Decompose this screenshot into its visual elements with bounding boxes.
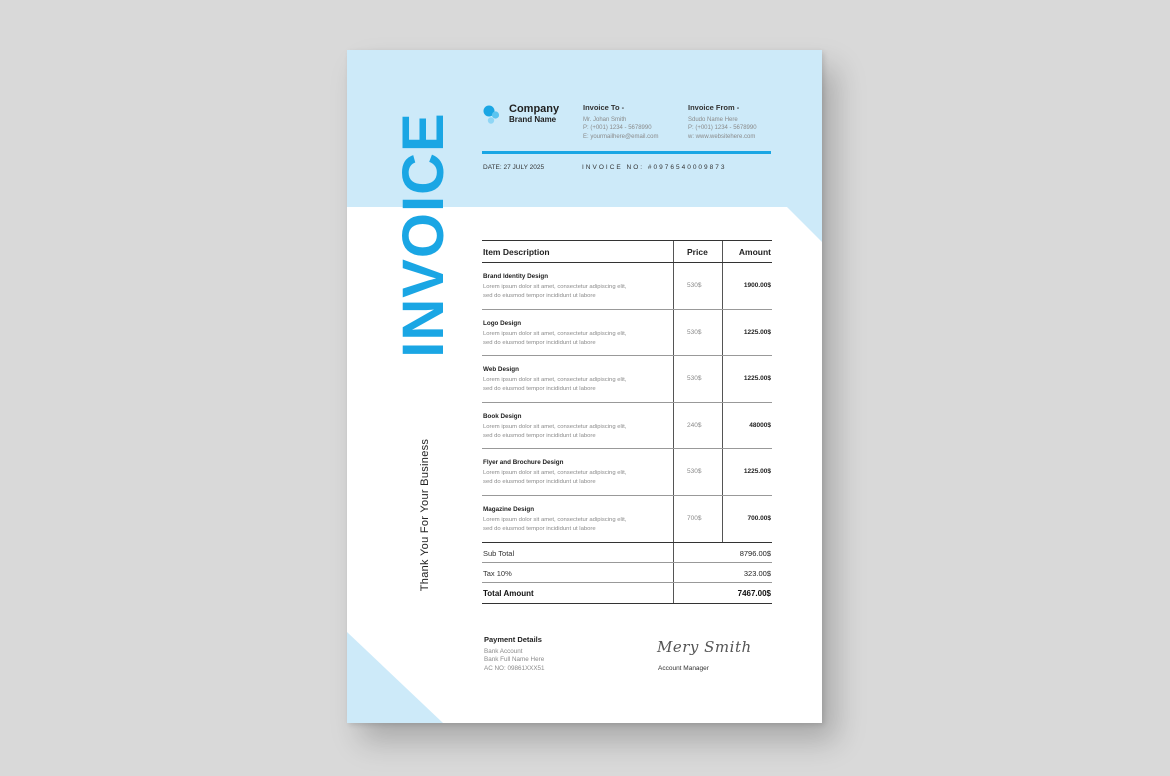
item-description-line: Lorem ipsum dolor sit amet, consectetur adipiscing elit, bbox=[483, 423, 627, 430]
table-row bbox=[482, 449, 772, 496]
invoice-to-name: Mr. Johan Smith bbox=[583, 116, 627, 123]
signature: Mery Smith bbox=[657, 638, 752, 656]
signature-role: Account Manager bbox=[658, 665, 709, 672]
invoice-from-block bbox=[688, 104, 757, 141]
table-row bbox=[482, 403, 772, 450]
invoice-from-web: w: www.websitehere.com bbox=[688, 133, 756, 140]
item-amount: 1225.00$ bbox=[743, 375, 771, 382]
payment-heading: Payment Details bbox=[484, 635, 542, 644]
item-amount: 1225.00$ bbox=[743, 328, 771, 336]
item-amount: 700.00$ bbox=[747, 514, 771, 522]
item-amount: 1900.00$ bbox=[743, 282, 771, 289]
item-name: Book Design bbox=[483, 412, 522, 420]
bottom-blue-corner bbox=[347, 632, 443, 723]
item-name: Magazine Design bbox=[483, 505, 535, 513]
item-description bbox=[483, 330, 668, 348]
item-description bbox=[483, 423, 668, 441]
invoice-from-heading: Invoice From - bbox=[688, 103, 740, 112]
item-description bbox=[483, 283, 668, 301]
tax-row bbox=[482, 563, 772, 584]
item-description-line: sed do eiusmod tempor incididunt ut labore bbox=[483, 432, 596, 439]
invoice-from-phone: P: (+001) 1234 - 5678990 bbox=[688, 125, 757, 131]
table-row bbox=[482, 496, 772, 543]
payment-details bbox=[484, 636, 545, 673]
item-name: Logo Design bbox=[483, 319, 522, 327]
subtotal-value: 8796.00$ bbox=[739, 549, 771, 558]
invoice-number: INVOICE NO: #0976540009873 bbox=[582, 164, 727, 171]
invoice-sheet bbox=[347, 50, 822, 723]
brand-logo-icon bbox=[483, 105, 501, 125]
item-amount: 48000$ bbox=[749, 421, 771, 429]
header-price: Price bbox=[687, 247, 708, 257]
invoice-to-email: E: yourmailhere@email.com bbox=[583, 133, 659, 140]
brand-name bbox=[509, 104, 559, 124]
item-description-line: sed do eiusmod tempor incididunt ut labore bbox=[483, 293, 596, 299]
item-price: 530$ bbox=[687, 282, 702, 289]
item-name: Flyer and Brochure Design bbox=[483, 459, 564, 466]
item-price: 240$ bbox=[687, 421, 702, 429]
item-description-line: sed do eiusmod tempor incididunt ut labore bbox=[483, 339, 596, 346]
item-name: Web Design bbox=[483, 366, 519, 373]
header-divider bbox=[482, 151, 771, 154]
header-amount: Amount bbox=[738, 247, 771, 257]
total-value: 7467.00$ bbox=[737, 589, 771, 598]
item-description-line: Lorem ipsum dolor sit amet, consectetur adipiscing elit, bbox=[483, 470, 627, 476]
item-description-line: Lorem ipsum dolor sit amet, consectetur adipiscing elit, bbox=[483, 284, 627, 290]
items-table bbox=[482, 240, 772, 604]
table-row bbox=[482, 310, 772, 357]
table-header bbox=[482, 240, 772, 263]
item-description-line: Lorem ipsum dolor sit amet, consectetur adipiscing elit, bbox=[483, 516, 627, 523]
invoice-to-phone: P: (+001) 1234 - 5678990 bbox=[583, 125, 652, 131]
thank-you-text: Thank You For Your Business bbox=[419, 438, 431, 592]
item-description-line: sed do eiusmod tempor incididunt ut labore bbox=[483, 525, 596, 532]
table-row bbox=[482, 263, 772, 310]
invoice-title-text: INVOICE bbox=[391, 112, 456, 358]
subtotal-label: Sub Total bbox=[483, 549, 515, 558]
invoice-to-heading: Invoice To - bbox=[583, 103, 625, 112]
brand-line-2: Brand Name bbox=[509, 115, 557, 124]
tax-value: 323.00$ bbox=[743, 568, 771, 578]
header-item-description: Item Description bbox=[483, 247, 550, 257]
payment-bank-name: Bank Full Name Here bbox=[484, 656, 545, 663]
item-amount: 1225.00$ bbox=[743, 468, 771, 475]
thank-you-note bbox=[417, 430, 433, 600]
item-description-line: Lorem ipsum dolor sit amet, consectetur adipiscing elit, bbox=[483, 330, 627, 337]
item-description-line: Lorem ipsum dolor sit amet, consectetur adipiscing elit, bbox=[483, 377, 627, 383]
table-row bbox=[482, 356, 772, 403]
brand-line-1: Company bbox=[509, 103, 560, 115]
invoice-title bbox=[391, 104, 456, 366]
item-description-line: sed do eiusmod tempor incididunt ut labore bbox=[483, 479, 596, 485]
tax-label: Tax 10% bbox=[483, 568, 512, 578]
item-name: Brand Identity Design bbox=[483, 273, 549, 280]
invoice-from-name: Sdudo Name Here bbox=[688, 116, 738, 123]
subtotal-row bbox=[482, 542, 772, 563]
payment-bank-account: Bank Account bbox=[484, 647, 523, 655]
item-price: 700$ bbox=[687, 514, 702, 522]
payment-account-number: AC NO: 09861XXX51 bbox=[484, 664, 545, 672]
total-row bbox=[482, 583, 772, 604]
item-description bbox=[483, 469, 668, 487]
item-price: 530$ bbox=[687, 375, 702, 382]
total-label: Total Amount bbox=[483, 589, 534, 598]
item-price: 530$ bbox=[687, 328, 702, 336]
item-description-line: sed do eiusmod tempor incididunt ut labore bbox=[483, 386, 596, 392]
item-price: 530$ bbox=[687, 468, 702, 475]
item-description bbox=[483, 376, 668, 394]
item-description bbox=[483, 516, 668, 534]
invoice-to-block bbox=[583, 104, 658, 141]
invoice-date: DATE: 27 JULY 2025 bbox=[483, 164, 545, 171]
